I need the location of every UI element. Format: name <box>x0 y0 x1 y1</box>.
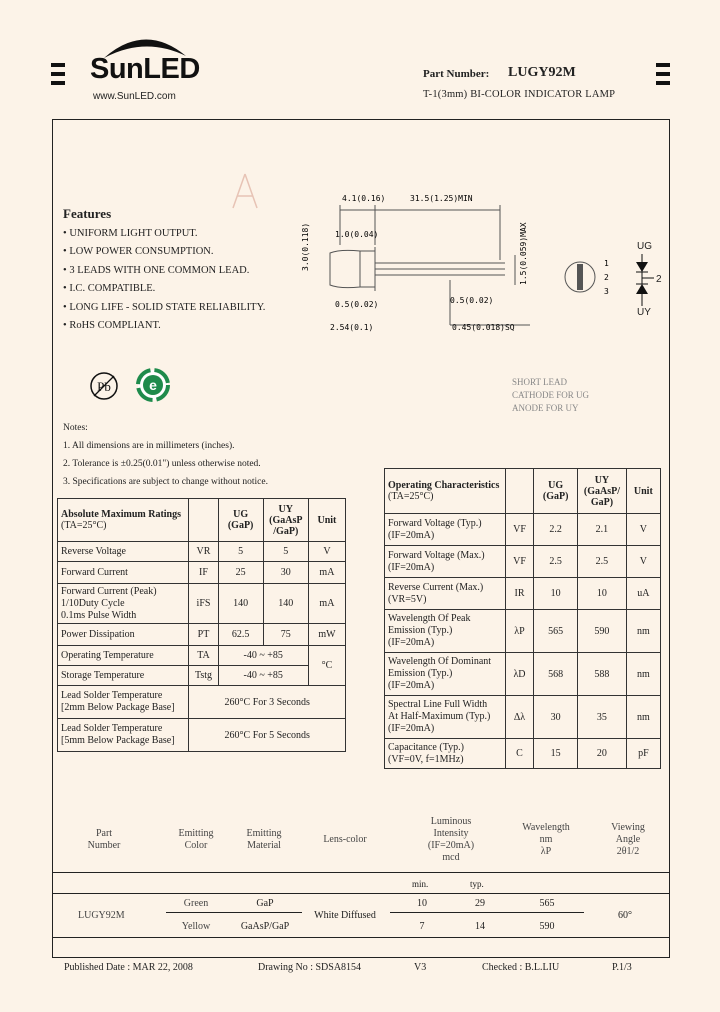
param-cell: Reverse Voltage <box>58 542 189 562</box>
hdr-angle: Viewing Angle 2θ1/2 <box>611 822 645 857</box>
uy-cell: 140 <box>263 584 308 624</box>
dim-label: 4.1(0.16) <box>342 194 386 203</box>
lead-note-line: CATHODE FOR UG <box>512 390 590 400</box>
color-cell: Green <box>183 898 209 909</box>
ug-cell: 10 <box>534 578 578 610</box>
op-col-uy: UY (GaAsP/ GaP) <box>578 469 627 514</box>
uy-cell: 20 <box>578 739 627 769</box>
sym-cell: Tstg <box>189 666 218 686</box>
param-cell: Operating Temperature <box>58 646 189 666</box>
ug-cell: 140 <box>218 584 263 624</box>
op-sym-header <box>505 469 533 514</box>
ug-cell: 15 <box>534 739 578 769</box>
dim-label: 1.0(0.04) <box>335 230 379 239</box>
uy-cell: 75 <box>263 624 308 646</box>
table-row <box>385 653 661 696</box>
table-row <box>58 646 346 666</box>
footer-version: V3 <box>414 962 427 973</box>
unit-cell: mW <box>308 624 345 646</box>
pb-free-icon <box>88 370 120 402</box>
wl-cell: 565 <box>539 898 555 909</box>
unit-cell: nm <box>626 610 660 653</box>
param-cell: Forward Current <box>58 562 189 584</box>
param-cell: Reverse Current (Max.) (VR=5V) <box>385 578 506 610</box>
unit-cell: pF <box>626 739 660 769</box>
uy-cell: 590 <box>578 610 627 653</box>
abs-title: Absolute Maximum Ratings <box>61 509 182 520</box>
ug-cell: 568 <box>534 653 578 696</box>
table-row <box>385 696 661 739</box>
feature-item: • LOW POWER CONSUMPTION. <box>63 246 214 258</box>
end-view-drawing <box>560 252 620 302</box>
feature-item: • LONG LIFE - SOLID STATE RELIABILITY. <box>63 301 266 313</box>
note-item: 3. Specifications are subject to change without notice. <box>63 477 268 487</box>
diode-circuit-icon <box>630 254 660 306</box>
op-cond: (TA=25°C) <box>388 491 434 502</box>
sym-cell: IF <box>189 562 218 584</box>
unit-cell: V <box>626 546 660 578</box>
table-row <box>385 739 661 769</box>
table-row <box>385 610 661 653</box>
unit-cell: °C <box>308 646 345 686</box>
abs-max-table <box>57 498 346 752</box>
value-cell: 260°C For 3 Seconds <box>189 686 346 719</box>
right-bar-2 <box>656 72 670 76</box>
frame-bottom <box>52 957 670 958</box>
frame-top <box>52 119 670 120</box>
unit-cell: mA <box>308 584 345 624</box>
op-col-ug: UG (GaP) <box>534 469 578 514</box>
uy-cell: 2.5 <box>578 546 627 578</box>
table-row <box>385 578 661 610</box>
param-cell: Forward Current (Peak) 1/10Duty Cycle 0.1ms Pulse Width <box>58 584 189 624</box>
rohs-e-icon <box>134 366 172 404</box>
hdr-part: Part Number <box>87 828 121 851</box>
hdr-intensity: Luminous Intensity (IF=20mA) mcd <box>427 816 475 863</box>
part-table-rule <box>53 937 669 938</box>
part-table-rule <box>53 872 669 873</box>
part-table-rule <box>53 893 669 894</box>
op-char-table <box>384 468 661 769</box>
hdr-color: Emitting Color <box>178 828 214 851</box>
param-cell: Spectral Line Full Width At Half-Maximum (Typ.) (IF=20mA) <box>385 696 506 739</box>
param-cell: Capacitance (Typ.) (VF=0V, f=1MHz) <box>385 739 506 769</box>
notes-title: Notes: <box>63 423 88 433</box>
dim-label: 31.5(1.25)MIN <box>410 194 473 203</box>
part-row-rule <box>166 912 302 913</box>
dim-label: 1.5(0.059)MAX <box>519 222 528 285</box>
e-text: e <box>149 377 157 393</box>
ug-cell: 25 <box>218 562 263 584</box>
feature-item: • UNIFORM LIGHT OUTPUT. <box>63 228 198 239</box>
footer-page: P.1/3 <box>612 962 632 973</box>
frame-left <box>52 119 53 958</box>
features-list <box>63 225 265 335</box>
lead-mark: 2 <box>604 273 609 282</box>
uy-cell: 2.1 <box>578 514 627 546</box>
footer-published: Published Date : MAR 22, 2008 <box>64 962 193 973</box>
table-row <box>385 546 661 578</box>
lead-mark: 3 <box>604 287 609 296</box>
hdr-lens: Lens-color <box>323 834 367 845</box>
note-item: 2. Tolerance is ±0.25(0.01") unless otherwise noted. <box>63 459 261 469</box>
dim-label: 0.45(0.018)SQ <box>452 323 515 332</box>
sym-cell: TA <box>189 646 218 666</box>
sym-cell: VR <box>189 542 218 562</box>
op-title: Operating Characteristics <box>388 480 500 491</box>
param-cell: Forward Voltage (Typ.) (IF=20mA) <box>385 514 506 546</box>
ug-cell: 565 <box>534 610 578 653</box>
table-row <box>58 686 346 719</box>
param-cell: Lead Solder Temperature [2mm Below Package Base] <box>58 686 189 719</box>
table-row <box>58 562 346 584</box>
product-description: T-1(3mm) BI-COLOR INDICATOR LAMP <box>423 89 616 100</box>
unit-cell: nm <box>626 696 660 739</box>
min-cell: 7 <box>419 921 425 932</box>
package-drawing <box>300 185 530 345</box>
feature-item: • RoHS COMPLIANT. <box>63 320 161 332</box>
uy-cell: 30 <box>263 562 308 584</box>
circuit-bottom-label: UY <box>637 307 651 318</box>
sym-cell: λP <box>505 610 533 653</box>
ug-cell: 5 <box>218 542 263 562</box>
frame-right <box>669 119 670 958</box>
lead-note <box>512 376 589 415</box>
pb-text: Pb <box>97 379 111 394</box>
ug-cell: 2.2 <box>534 514 578 546</box>
min-label: min. <box>412 879 429 889</box>
table-row <box>58 666 346 686</box>
value-cell: 260°C For 5 Seconds <box>189 719 346 752</box>
sym-cell: PT <box>189 624 218 646</box>
part-row-rule <box>390 912 584 913</box>
table-row <box>58 624 346 646</box>
footer-checked: Checked : B.L.LIU <box>482 962 560 973</box>
sym-cell: λD <box>505 653 533 696</box>
dim-label: 2.54(0.1) <box>330 323 374 332</box>
unit-cell: V <box>308 542 345 562</box>
ug-cell: 2.5 <box>534 546 578 578</box>
abs-sym-header <box>189 499 218 542</box>
param-cell: Power Dissipation <box>58 624 189 646</box>
note-item: 1. All dimensions are in millimeters (inches). <box>63 441 235 451</box>
features-title: Features <box>63 206 112 221</box>
op-col-unit: Unit <box>626 469 660 514</box>
typ-cell: 29 <box>475 898 485 909</box>
feature-item: • I.C. COMPATIBLE. <box>63 283 156 295</box>
table-row <box>58 542 346 562</box>
value-cell: -40 ~ +85 <box>218 646 308 666</box>
sym-cell: VF <box>505 546 533 578</box>
hdr-material: Emitting Material <box>246 828 282 851</box>
op-title-cell <box>385 469 506 514</box>
param-cell: Lead Solder Temperature [5mm Below Package Base] <box>58 719 189 752</box>
table-row <box>58 719 346 752</box>
dim-label: 0.5(0.02) <box>335 300 379 309</box>
typ-label: typ. <box>470 879 484 889</box>
color-cell: Yellow <box>181 921 211 932</box>
sym-cell: Δλ <box>505 696 533 739</box>
min-cell: 10 <box>417 898 427 909</box>
material-cell: GaP <box>256 898 274 909</box>
material-cell: GaAsP/GaP <box>240 921 290 932</box>
feature-item: • 3 LEADS WITH ONE COMMON LEAD. <box>63 264 250 276</box>
left-bar-3 <box>51 81 65 85</box>
abs-col-unit: Unit <box>308 499 345 542</box>
sym-cell: VF <box>505 514 533 546</box>
param-cell: Forward Voltage (Max.) (IF=20mA) <box>385 546 506 578</box>
footer-drawing: Drawing No : SDSA8154 <box>258 962 362 973</box>
dim-label: 3.0(0.118) <box>301 222 310 271</box>
table-row <box>58 584 346 624</box>
unit-cell: nm <box>626 653 660 696</box>
abs-cond: (TA=25°C) <box>61 520 107 531</box>
value-cell: -40 ~ +85 <box>218 666 308 686</box>
circuit-top-label: UG <box>637 241 652 252</box>
lens-cell: White Diffused <box>314 910 376 921</box>
part-number-label: Part Number: <box>423 68 490 80</box>
unit-cell: uA <box>626 578 660 610</box>
typ-cell: 14 <box>475 921 485 932</box>
uy-cell: 5 <box>263 542 308 562</box>
lead-note-line: SHORT LEAD <box>512 377 568 387</box>
sym-cell: C <box>505 739 533 769</box>
hdr-wavelength: Wavelength nm λP <box>522 822 570 857</box>
notes <box>63 419 268 491</box>
sym-cell: iFS <box>189 584 218 624</box>
right-bar-3 <box>656 81 670 85</box>
uy-cell: 588 <box>578 653 627 696</box>
left-bar-1 <box>51 63 65 67</box>
dim-label: 0.5(0.02) <box>450 296 494 305</box>
uy-cell: 10 <box>578 578 627 610</box>
logo-text: SunLED <box>90 53 200 85</box>
right-bar-1 <box>656 63 670 67</box>
watermark-icon <box>225 172 265 212</box>
param-cell: Wavelength Of Peak Emission (Typ.) (IF=20mA) <box>385 610 506 653</box>
part-cell: LUGY92M <box>78 910 125 921</box>
uy-cell: 35 <box>578 696 627 739</box>
ug-cell: 30 <box>534 696 578 739</box>
unit-cell: mA <box>308 562 345 584</box>
website: www.SunLED.com <box>93 91 176 102</box>
circuit-common-label: 2 <box>656 274 662 285</box>
unit-cell: V <box>626 514 660 546</box>
angle-cell: 60° <box>618 910 632 921</box>
param-cell: Storage Temperature <box>58 666 189 686</box>
abs-col-uy: UY (GaAsP /GaP) <box>263 499 308 542</box>
abs-title-cell <box>58 499 189 542</box>
lead-note-line: ANODE FOR UY <box>512 403 579 413</box>
table-row <box>385 514 661 546</box>
abs-col-ug: UG (GaP) <box>218 499 263 542</box>
wl-cell: 590 <box>539 921 555 932</box>
param-cell: Wavelength Of Dominant Emission (Typ.) (IF=20mA) <box>385 653 506 696</box>
lead-mark: 1 <box>604 259 609 268</box>
part-number: LUGY92M <box>508 65 576 80</box>
ug-cell: 62.5 <box>218 624 263 646</box>
sym-cell: IR <box>505 578 533 610</box>
left-bar-2 <box>51 72 65 76</box>
